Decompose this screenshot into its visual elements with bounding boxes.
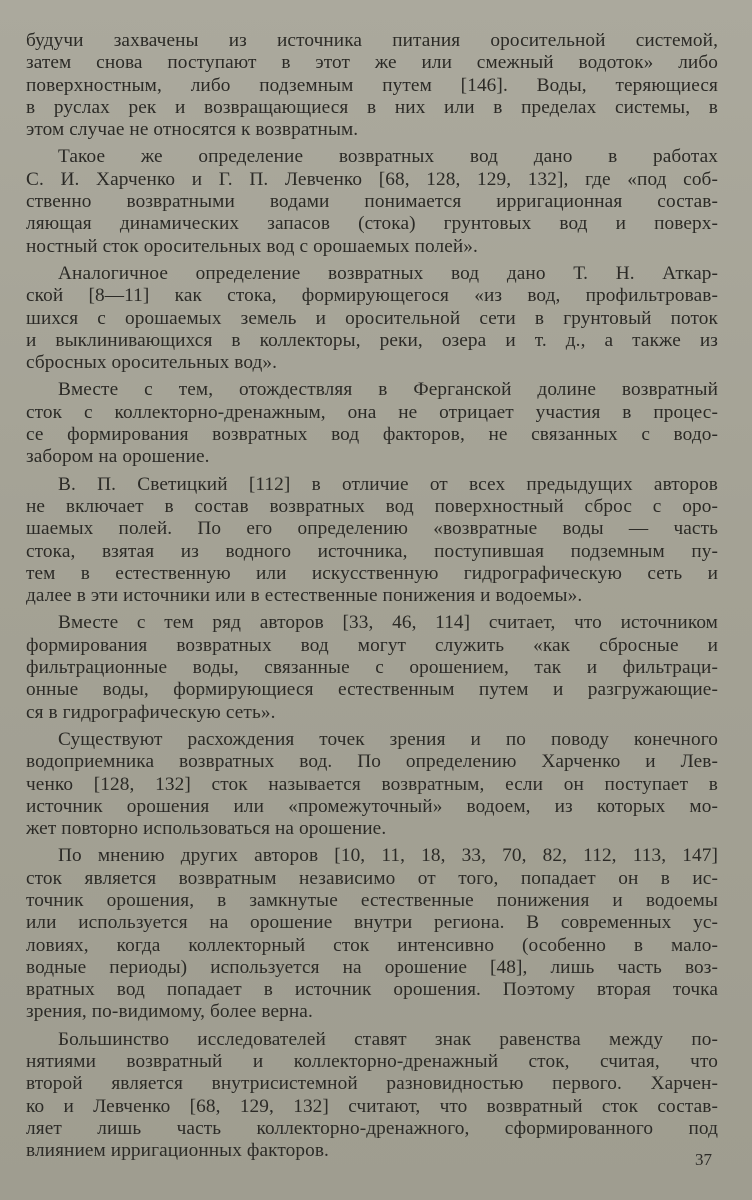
- text-line: По мнению других авторов [10, 11, 18, 33, 70, 82, 112, 113, 147]: [58, 845, 718, 867]
- text-line: сток является возвратным независимо от того, попадает он в ис-: [26, 867, 718, 889]
- text-line: сток с коллекторно-дренажным, она не отрицает участия в процес-: [26, 401, 718, 423]
- text-line: фильтрационные воды, связанные с орошением, так и фильтраци-: [26, 657, 718, 679]
- paragraph-8: [26, 845, 718, 1023]
- text-line: источник орошения или «промежуточный» водоем, из которых мо-: [26, 795, 718, 817]
- text-line: онные воды, формирующиеся естественным путем и разгружающие-: [26, 679, 718, 701]
- text-line: ченко [128, 132] сток называется возвратным, если он поступает в: [26, 773, 718, 795]
- text-line: Вместе с тем ряд авторов [33, 46, 114] считает, что источником: [58, 612, 718, 634]
- text-line: будучи захвачены из источника питания оросительной системой,: [26, 30, 718, 51]
- text-line: точник орошения, в замкнутые естественные понижения и водоемы: [26, 889, 718, 911]
- text-line: формирования возвратных вод могут служить «как сбросные и: [26, 634, 718, 656]
- text-line: шаемых полей. По его определению «возвратные воды — часть: [26, 518, 718, 540]
- text-line: Аналогичное определение возвратных вод дано Т. Н. Аткар-: [58, 262, 718, 284]
- text-line: ко и Левченко [68, 129, 132] считают, что возвратный сток состав-: [26, 1095, 718, 1117]
- paragraph-3: [26, 263, 718, 374]
- text-line: Большинство исследователей ставят знак равенства между по-: [58, 1028, 718, 1050]
- text-line: ловиях, когда коллекторный сток интенсивно (особенно в мало-: [26, 934, 718, 956]
- paragraph-7: [26, 729, 718, 840]
- paragraph-2: [26, 146, 718, 257]
- text-line: ской [8—11] как стока, формирующегося «из вод, профильтровав-: [26, 285, 718, 307]
- text-line: Такое же определение возвратных вод дано в работах: [58, 146, 718, 168]
- text-line: водные периоды) используется на орошение [48], лишь часть воз-: [26, 956, 718, 978]
- text-line: второй является внутрисистемной разновидностью первого. Харчен-: [26, 1073, 718, 1095]
- text-line: в руслах рек и возвращающиеся в них или в пределах системы, в: [26, 96, 718, 118]
- text-line: далее в эти источники или в естественные понижения и водоемы».: [26, 585, 583, 607]
- text-line: ностный сток оросительных вод с орошаемых полей».: [26, 235, 478, 257]
- text-line: или используется на орошение внутри региона. В современных ус-: [26, 912, 718, 934]
- text-line: Вместе с тем, отождествляя в Ферганской долине возвратный: [58, 379, 718, 401]
- text-line: и выклинивающихся в коллекторы, реки, озера и т. д., а также из: [26, 329, 718, 351]
- text-line: влиянием ирригационных факторов.: [26, 1140, 329, 1162]
- text-line: ся в гидрографическую сеть».: [26, 701, 276, 723]
- text-line: ляет лишь часть коллекторно-дренажного, сформированного под: [26, 1117, 718, 1139]
- text-line: стока, взятая из водного источника, поступившая подземным пу-: [26, 540, 718, 562]
- text-line: се формирования возвратных вод факторов, не связанных с водо-: [26, 424, 718, 446]
- text-line: нятиями возвратный и коллекторно-дренажный сток, считая, что: [26, 1051, 718, 1073]
- text-line: зрения, по-видимому, более верна.: [26, 1001, 313, 1023]
- text-line: затем снова поступают в этот же или смежный водоток» либо: [26, 52, 718, 74]
- text-line: ственно возвратными водами понимается ирригационная состав-: [26, 191, 718, 213]
- text-line: этом случае не относятся к возвратным.: [26, 119, 359, 141]
- text-line: жет повторно использоваться на орошение.: [26, 818, 387, 840]
- text-line: ляющая динамических запасов (стока) грунтовых вод и поверх-: [26, 213, 718, 235]
- text-line: забором на орошение.: [26, 446, 210, 468]
- paragraph-4: [26, 379, 718, 468]
- text-line: шихся с орошаемых земель и оросительной сети в грунтовый поток: [26, 307, 718, 329]
- paragraph-1: [26, 30, 718, 141]
- page-number: 37: [695, 1150, 712, 1169]
- paragraph-9: [26, 1029, 718, 1163]
- text-line: сбросных оросительных вод».: [26, 352, 278, 374]
- text-line: С. И. Харченко и Г. П. Левченко [68, 128, 129, 132], где «под соб-: [26, 168, 718, 190]
- text-line: поверхностным, либо подземным путем [146]. Воды, теряющиеся: [26, 74, 718, 96]
- paragraph-5: [26, 474, 718, 608]
- text-line: тем в естественную или искусственную гидрографическую сеть и: [26, 562, 718, 584]
- text-line: Существуют расхождения точек зрения и по поводу конечного: [58, 728, 718, 750]
- text-line: водоприемника возвратных вод. По определению Харченко и Лев-: [26, 751, 718, 773]
- text-line: В. П. Светицкий [112] в отличие от всех предыдущих авторов: [58, 473, 718, 495]
- page-body: [26, 30, 718, 1168]
- text-line: вратных вод попадает в источник орошения. Поэтому вторая точка: [26, 979, 718, 1001]
- text-line: не включает в состав возвратных вод поверхностный сброс с оро-: [26, 495, 718, 517]
- paragraph-6: [26, 612, 718, 723]
